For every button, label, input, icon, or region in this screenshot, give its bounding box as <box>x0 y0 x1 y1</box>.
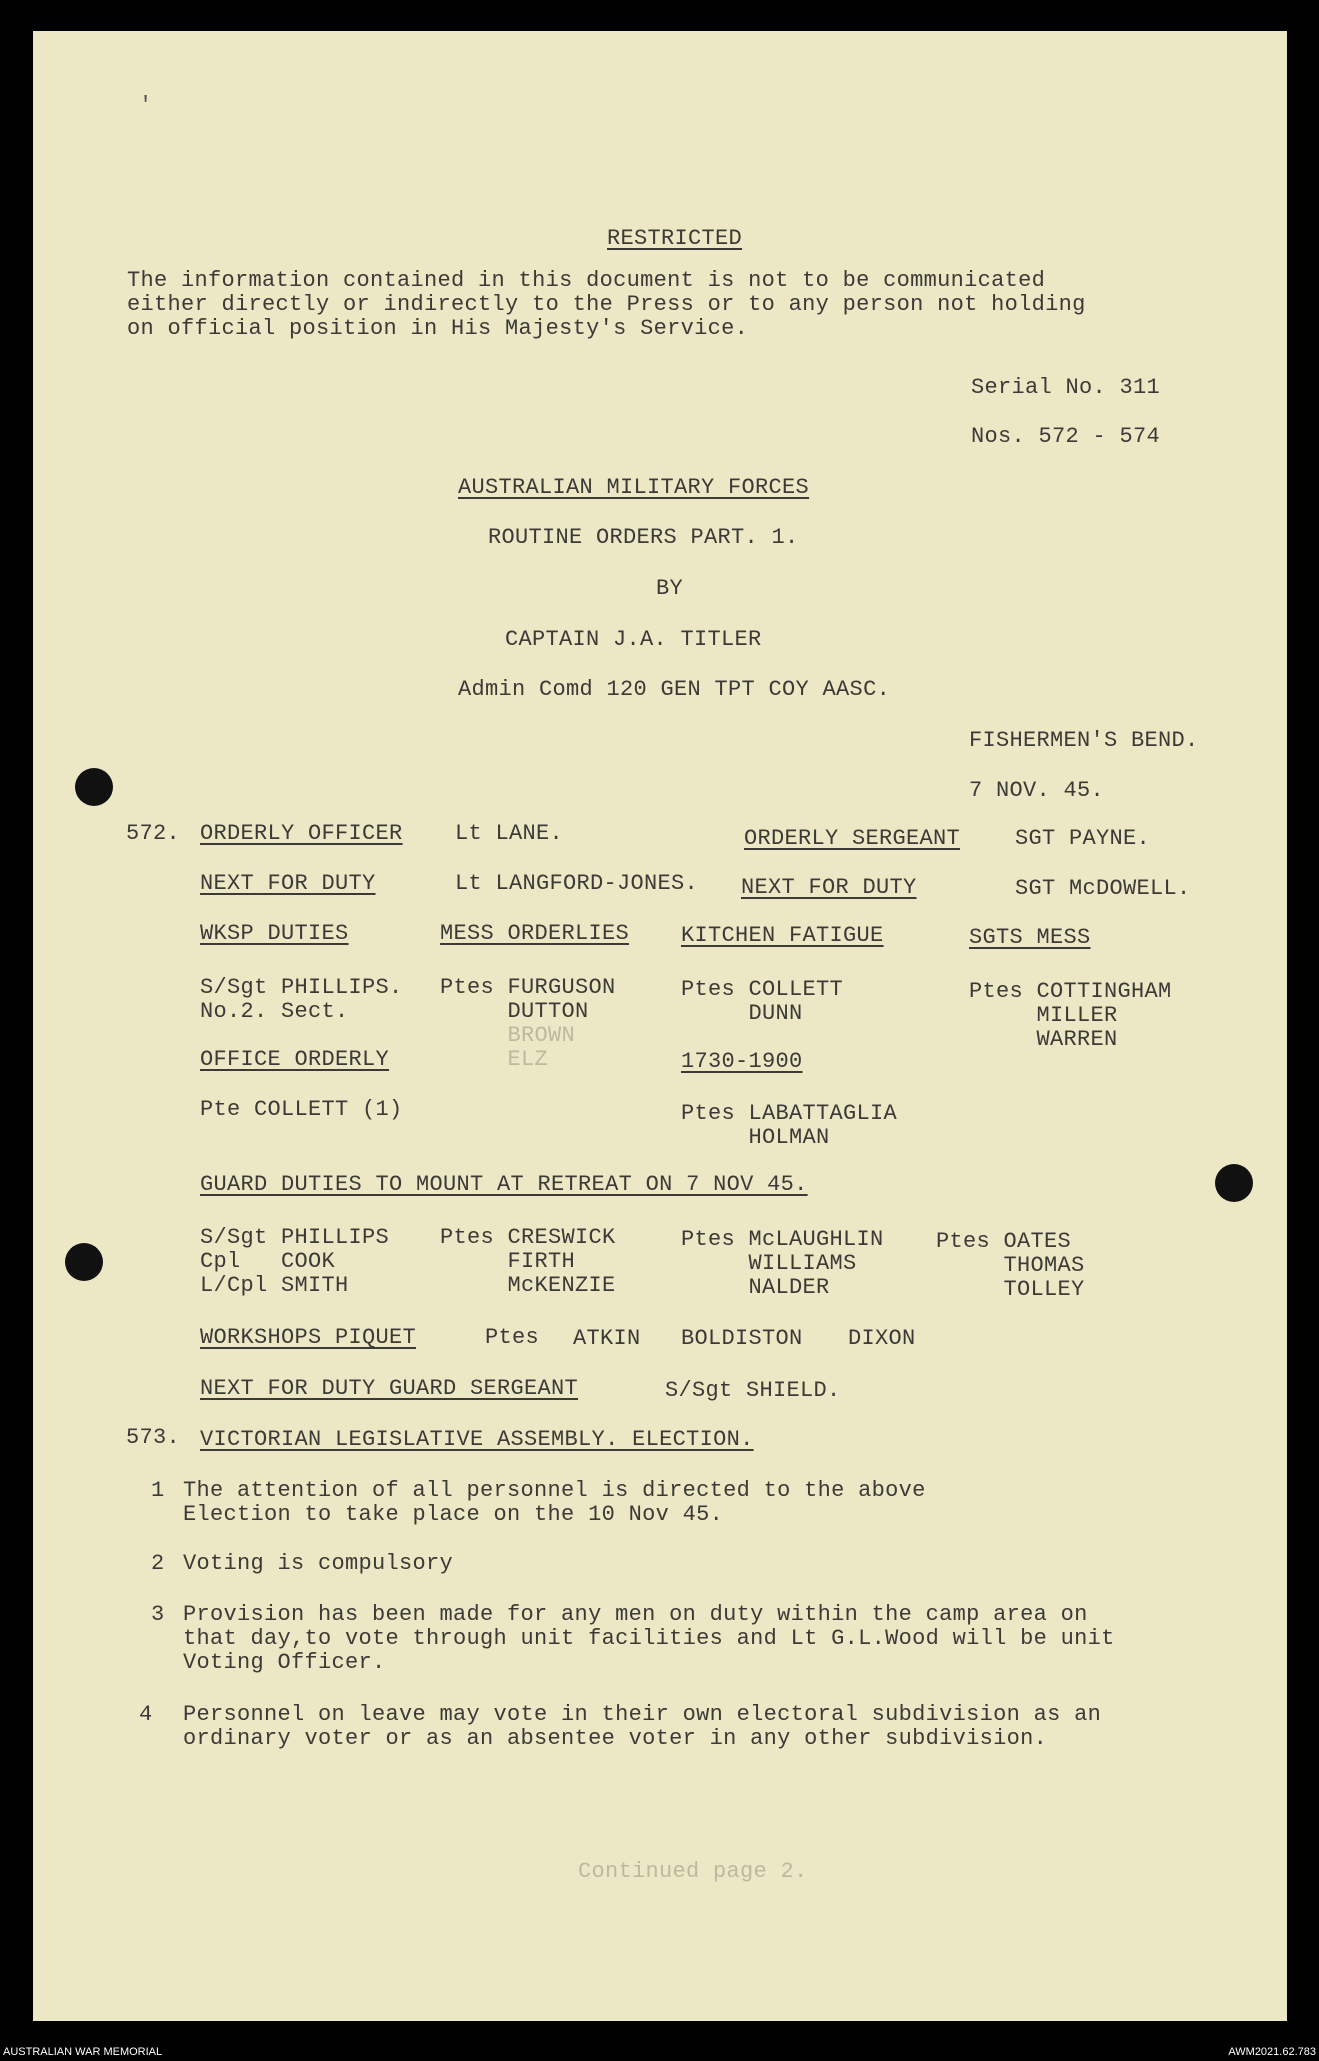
notice-line-1: The information contained in this document is not to be communicated <box>127 268 1046 293</box>
time-label: 1730-1900 <box>681 1049 803 1074</box>
serial-number: Serial No. 311 <box>971 375 1161 400</box>
item-2-number: 2 <box>151 1551 165 1576</box>
footer-institution: AUSTRALIAN WAR MEMORIAL <box>3 2046 163 2058</box>
title-routine-orders: ROUTINE ORDERS PART. 1. <box>488 525 799 550</box>
sgts-mess-label: SGTS MESS <box>969 925 1091 950</box>
restricted-heading: RESTRICTED <box>607 226 743 251</box>
workshops-piquet-label: WORKSHOPS PIQUET <box>200 1325 417 1350</box>
next-for-duty-label-sergeant: NEXT FOR DUTY <box>741 875 917 900</box>
punch-hole <box>1215 1164 1253 1202</box>
kitchen-line-1: Ptes COLLETT <box>681 977 844 1002</box>
orderly-sergeant-label: ORDERLY SERGEANT <box>744 826 961 851</box>
title-by: BY <box>656 576 684 601</box>
mess-line-1: Ptes FURGUSON <box>440 975 616 1000</box>
guard-col2-line-2: FIRTH <box>440 1249 576 1274</box>
notice-line-2: either directly or indirectly to the Press or to any person not holding <box>127 292 1086 317</box>
section-572-number: 572. <box>126 821 181 846</box>
sgts-line-1: Ptes COTTINGHAM <box>969 979 1172 1004</box>
next-for-duty-label: NEXT FOR DUTY <box>200 871 376 896</box>
item-3-line-2: that day,to vote through unit facilities and Lt G.L.Wood will be unit <box>183 1626 1115 1651</box>
title-captain: CAPTAIN J.A. TITLER <box>505 627 762 652</box>
wksp-line-1: S/Sgt PHILLIPS. <box>200 975 403 1000</box>
pencil-mark: ' <box>139 93 153 118</box>
next-guard-sergeant-label: NEXT FOR DUTY GUARD SERGEANT <box>200 1376 579 1401</box>
continued-note: Continued page 2. <box>578 1859 808 1884</box>
piquet-ptes: Ptes <box>485 1325 540 1350</box>
section-573-number: 573. <box>126 1425 181 1450</box>
item-3-line-1: Provision has been made for any men on duty within the camp area on <box>183 1602 1088 1627</box>
item-1-line-1: The attention of all personnel is directed to the above <box>183 1478 926 1503</box>
title-forces: AUSTRALIAN MILITARY FORCES <box>458 475 810 500</box>
item-4-line-2: ordinary voter or as an absentee voter in any other subdivision. <box>183 1726 1048 1751</box>
orderly-sergeant-value: SGT PAYNE. <box>1015 826 1151 851</box>
date: 7 NOV. 45. <box>969 778 1105 803</box>
guard-col1-line-3: L/Cpl SMITH <box>200 1273 349 1298</box>
item-3-line-3: Voting Officer. <box>183 1650 386 1675</box>
order-numbers: Nos. 572 - 574 <box>971 424 1161 449</box>
kitchen-fatigue-label: KITCHEN FATIGUE <box>681 923 884 948</box>
guard-duties-label: GUARD DUTIES TO MOUNT AT RETREAT ON 7 NOV 45. <box>200 1172 808 1197</box>
guard-col2-line-3: McKENZIE <box>440 1273 616 1298</box>
next-sergeant-value: SGT McDOWELL. <box>1015 876 1191 901</box>
guard-col4-line-2: THOMAS <box>936 1253 1085 1278</box>
item-4-line-1: Personnel on leave may vote in their own electoral subdivision as an <box>183 1702 1102 1727</box>
office-orderly-label: OFFICE ORDERLY <box>200 1047 390 1072</box>
guard-col1-line-1: S/Sgt PHILLIPS <box>200 1225 390 1250</box>
late-line-1: Ptes LABATTAGLIA <box>681 1101 898 1126</box>
kitchen-line-2: DUNN <box>681 1001 803 1026</box>
piquet-name-1: ATKIN <box>573 1326 641 1351</box>
sgts-line-3: WARREN <box>969 1027 1118 1052</box>
orderly-officer-value: Lt LANE. <box>455 821 564 846</box>
guard-col3-line-1: Ptes McLAUGHLIN <box>681 1227 884 1252</box>
guard-col3-line-2: WILLIAMS <box>681 1251 857 1276</box>
wksp-line-2: No.2. Sect. <box>200 999 349 1024</box>
document-page <box>33 31 1287 2021</box>
election-heading: VICTORIAN LEGISLATIVE ASSEMBLY. ELECTION. <box>200 1427 754 1452</box>
guard-col2-line-1: Ptes CRESWICK <box>440 1225 616 1250</box>
mess-line-4: ELZ <box>440 1047 549 1072</box>
item-1-number: 1 <box>151 1478 165 1503</box>
office-orderly-value: Pte COLLETT (1) <box>200 1097 403 1122</box>
piquet-name-2: BOLDISTON <box>681 1326 803 1351</box>
next-officer-value: Lt LANGFORD-JONES. <box>455 871 699 896</box>
piquet-name-3: DIXON <box>848 1326 916 1351</box>
guard-col3-line-3: NALDER <box>681 1275 830 1300</box>
footer-accession-number: AWM2021.62.783 <box>1228 2046 1316 2058</box>
sgts-line-2: MILLER <box>969 1003 1118 1028</box>
item-1-line-2: Election to take place on the 10 Nov 45. <box>183 1502 724 1527</box>
item-4-number: 4 <box>139 1702 153 1727</box>
guard-col4-line-3: TOLLEY <box>936 1277 1085 1302</box>
item-2-line-1: Voting is compulsory <box>183 1551 454 1576</box>
item-3-number: 3 <box>151 1602 165 1627</box>
mess-line-3: BROWN <box>440 1023 576 1048</box>
title-admin-comd: Admin Comd 120 GEN TPT COY AASC. <box>458 677 891 702</box>
punch-hole <box>65 1243 103 1281</box>
mess-orderlies-label: MESS ORDERLIES <box>440 921 630 946</box>
late-line-2: HOLMAN <box>681 1125 830 1150</box>
wksp-duties-label: WKSP DUTIES <box>200 921 349 946</box>
guard-col1-line-2: Cpl COOK <box>200 1249 336 1274</box>
punch-hole <box>75 768 113 806</box>
guard-col4-line-1: Ptes OATES <box>936 1229 1072 1254</box>
next-guard-sergeant-value: S/Sgt SHIELD. <box>665 1378 841 1403</box>
place: FISHERMEN'S BEND. <box>969 728 1199 753</box>
notice-line-3: on official position in His Majesty's Service. <box>127 316 749 341</box>
orderly-officer-label: ORDERLY OFFICER <box>200 821 403 846</box>
mess-line-2: DUTTON <box>440 999 589 1024</box>
